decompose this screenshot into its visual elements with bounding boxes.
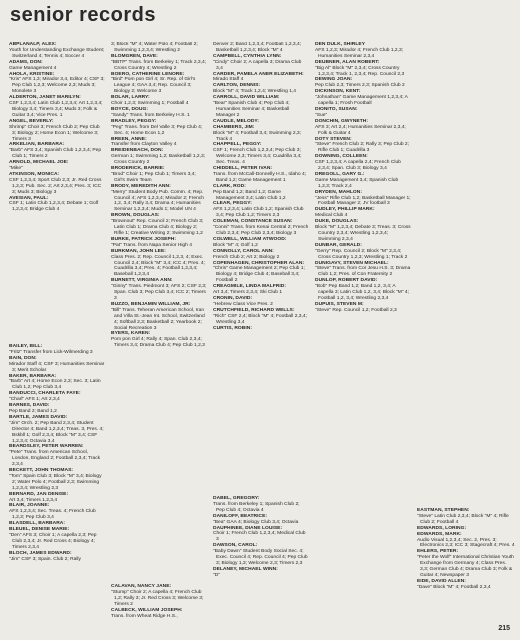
- activities-text: "Pete" Trans. from American School, London, England 2; Football 2,3,4; Track 2,3,4: [9, 450, 101, 468]
- activities-text: Trans. from McCall-Donnelly H.S., Idaho 4; Band 1,2; Game Management 1: [213, 171, 307, 183]
- student-name: ALDERTON, JANET MARILYN:: [9, 95, 81, 101]
- student-name: DOWNING, COLLEEN:: [315, 154, 368, 160]
- senior-record-entry: [315, 60, 411, 78]
- student-name: BLAIR, JOANNE:: [9, 503, 50, 509]
- senior-record-entry: [111, 278, 207, 302]
- senior-record-entry: [417, 549, 515, 579]
- activities-text: AFS 1,2,3; Mirador 4; French Club 1,2,3; Humanities Seminar 2,3,4: [315, 47, 404, 59]
- student-name: DONCHIN, GWYNETH:: [315, 118, 369, 124]
- student-name: DEN DULK, SHIRLEY: [315, 42, 366, 47]
- student-name: BRODERICK, BARRIE:: [111, 166, 165, 172]
- activities-text: Audio Visual 1,2,3,4; Sec. 2, Pres. 3; Electronics 2,3; ICC 3; Stagecraft 4; Pres. 4: [417, 537, 515, 549]
- activities-text: "Sue": [315, 112, 328, 118]
- activities-text: AFS 1,2,3,4; Latin Club 1,2; Spanish Club 3,4; Pep Club 1,2; Timers 2,3: [213, 207, 304, 219]
- student-name: DELANEY, MICHAEL WINN:: [213, 566, 278, 572]
- senior-record-entry: [111, 137, 207, 149]
- student-name: AHOLA, KRISTINE:: [9, 71, 55, 77]
- senior-record-entry: [111, 42, 207, 54]
- senior-record-entry: [315, 278, 411, 302]
- senior-record-entry: [315, 154, 411, 172]
- student-name: BOYCE, DOUG:: [111, 106, 149, 112]
- student-name: BLASDELL, BARBARA:: [9, 521, 66, 527]
- activities-text: Art 3,4; Timers 2,3,4; Ski Club 1: [213, 290, 283, 296]
- activities-text: "Jim" CSF 3; Spain. Club 2; Rally: [9, 556, 81, 562]
- senior-record-entry: [111, 249, 207, 279]
- senior-record-entry: [9, 468, 105, 492]
- activities-text: Art 3,4; Timers 1,2,3,4: [9, 497, 58, 503]
- student-name: DIONITO, SUSAN:: [315, 106, 358, 112]
- entry-block: [213, 496, 309, 579]
- activities-text: Choir 1; French Club 1,2,3,4; Medical Club 3: [213, 531, 306, 543]
- senior-record-entry: [9, 42, 105, 60]
- activities-text: German 1; Swimming 1,2; Basketball 1,2,3; Cross Country 2: [111, 154, 206, 166]
- student-name: BARTLE, JAMES DAVID:: [9, 414, 68, 420]
- student-name: DRYDEN, MAHLON:: [315, 189, 363, 195]
- senior-record-entry: [213, 201, 309, 219]
- senior-record-entry: [111, 584, 207, 608]
- senior-record-entry: [213, 496, 309, 514]
- senior-record-entry: [213, 326, 309, 332]
- activities-text: "Big Al" Block "M" 2,3,4; Cross Country 1,2,3,4; Track 1, 2,3,4; Rep. Council 2,3: [315, 65, 405, 77]
- student-name: EASTMAN, STEPHEN:: [417, 508, 470, 513]
- student-name: CLEAR, PEGGY:: [213, 201, 252, 207]
- activities-text: CSF 1,2,3,4; A capella 2,4; French Club 2,3,4; Span. Club 3; Biology 3,4: [315, 160, 401, 172]
- student-name: DUNIGAVY, STEVEN MICHAEL:: [315, 260, 389, 266]
- activities-text: "Bear" Spanish Club 4; Pep Club 4; Humanities Seminar 4; Basketball Manager 2: [213, 101, 290, 118]
- senior-record-entry: [213, 543, 309, 567]
- senior-record-entry: [111, 184, 207, 214]
- student-name: CAUDLE, MELODY:: [213, 118, 260, 124]
- activities-text: "Dave" Block "M" 4; Football 2,3,4: [417, 584, 491, 590]
- student-name: DAWSON, CAROL:: [213, 543, 258, 549]
- student-name: EHLERS, PETER:: [417, 549, 459, 555]
- column-4: [315, 42, 411, 620]
- senior-record-entry: [315, 219, 411, 243]
- activities-text: "Stump" Choir 2; A capella 4; French Club 1,2; Rally 3; Jr. Red Cross 3; Welcome 3; Timers 2: [111, 589, 204, 607]
- student-name: CALAVAN, NANCY JANE:: [111, 584, 172, 589]
- activities-text: "Merry" Student Body Pub. Comm. 4; Rep. Council 4; AFS 1,2,3,4; Mirador 2; French 1,2, 3,4; Rally 3,4; Drama 4; Humanities Seminar 1,2,3,4; Muds 1; Model UN 4: [111, 189, 204, 213]
- student-name: EDWARDS, MARK:: [417, 531, 462, 537]
- senior-record-entry: [9, 527, 105, 551]
- student-name: CURTIS, ROBIN:: [213, 325, 253, 331]
- senior-record-entry: [213, 261, 309, 285]
- activities-text: Denver 2; Band 1,2,3,4; Football 1,2,3,4; Basketball 1,2,3,4; Block "M" 4: [213, 42, 302, 53]
- activities-text: CSF 1; French Club 1,2,3,4; Pep Club 3; Welcome 2,3; Timers 3,4; Cuadrilla 3,4; Sec. Treas. 4: [213, 148, 302, 166]
- activities-text: Pep Band 2; Band 1,2: [9, 408, 57, 414]
- student-name: BREEN, ANNE:: [111, 136, 147, 142]
- student-name: DREGOLL, GARY G.:: [315, 171, 365, 177]
- activities-text: Pom pon Girl 4; Rally 4; Span. Club 2,3,4; Timers 3,4; Drama Club 4; Pep Club 1,2,3: [111, 337, 205, 349]
- student-name: EIDE, DAVID ALLEN:: [417, 578, 466, 584]
- activities-text: Choir 1,2,3; Swimming 1; Football 4: [111, 101, 189, 107]
- senior-record-entry: [9, 72, 105, 96]
- senior-record-entry: [213, 83, 309, 95]
- student-name: DUPUIS, STEVEN M:: [315, 301, 364, 307]
- activities-text: 3; Block "M" 4; Water Polo 4; Football 2; Swimming 1,2,3,4; Wrestling 2: [111, 42, 198, 53]
- senior-record-entry: [315, 302, 411, 314]
- student-name: CHAPPELL, PEGGY:: [213, 142, 262, 148]
- activities-text: "BBTP" Trans. from Berkeley 1; Track 2,3,4; Cross Country 4; Wrestling 2: [111, 59, 207, 71]
- activities-text: CSF 1; Latin Club 1,2,3,4; Debate 1; Golf 1,2,3,4; Bridge Club 4: [9, 201, 99, 213]
- activities-text: "Conni" Trans. from Kenai Central 2; French Club 2,3,4; Pep Club 2,3,4; Biology 3: [213, 225, 309, 236]
- student-name: ADAMS, DON:: [9, 59, 43, 65]
- senior-record-entry: [9, 142, 105, 160]
- column-2: [111, 42, 207, 620]
- student-name: CONNOLLY, CAROL ANN:: [213, 248, 274, 254]
- column-3: [213, 42, 309, 620]
- senior-record-entry: [213, 237, 309, 249]
- page-number: 215: [498, 625, 510, 632]
- student-name: DABEL, GREGORY:: [213, 496, 260, 501]
- activities-text: "Chris" Game Management 2; Pep Club 1; Biology 4; Bridge Club 4; Baseball 3,4; Football 2: [213, 266, 305, 284]
- senior-record-entry: [213, 184, 309, 202]
- activities-text: Mirado Staff 4: [213, 77, 244, 83]
- activities-text: "Cindy" Choir 2; A capella 3; Drama Club 3,4: [213, 59, 302, 71]
- student-name: BERNARD, JAN DENISE:: [9, 491, 69, 497]
- activities-text: Block "M" 1,2,3,4; Debate 3; Treas. 3; Cross Country 2,3,4; Wrestling 1,2,3,4; Swimming 2,3,4: [315, 225, 411, 242]
- student-name: BURNETT, VIRGINIA ANN:: [111, 278, 173, 284]
- activities-text: "Mike": [9, 166, 23, 172]
- entry-block: [111, 42, 207, 349]
- senior-record-entry: [315, 190, 411, 208]
- activities-text: AFS 3; Art 2,4; Humanities Seminar 2,3,4; Folk & Guitar 4: [315, 124, 406, 136]
- student-name: COPENHAGEN, CHRISTOPHER ALAN:: [213, 260, 305, 266]
- student-name: BARNES, DAVID:: [9, 403, 50, 409]
- student-name: DUDLEY, PHILLIP MARK:: [315, 207, 375, 213]
- activities-text: "Rich" CSF 2,4; Block "M" 4; Football 2,3,4; Wrestling 3,4: [213, 313, 307, 325]
- senior-record-entry: [9, 551, 105, 563]
- senior-record-entry: [111, 95, 207, 107]
- senior-record-entry: [9, 160, 105, 172]
- senior-record-entry: [9, 344, 105, 356]
- student-name: CHAMBERS, JIM:: [213, 124, 255, 130]
- records-columns: [9, 42, 515, 620]
- activities-text: "Steve" Rep. Council 1,2; Football 2,3: [315, 307, 397, 313]
- senior-record-entry: [111, 166, 207, 184]
- student-name: DOTY STEVEN:: [315, 136, 352, 142]
- activities-text: CSF 1,2,3,4; Sport Club 2,3; Jr. Red Cross 1,2,3; Pub. Sec. 2; Art 2,3,4; Pres. 3; ICC 3; Muds 3; Biology 3: [9, 177, 102, 195]
- entry-block: [111, 584, 207, 619]
- senior-record-entry: [111, 608, 207, 620]
- column-5: [417, 42, 515, 620]
- activities-text: Block "M" 4; Football 3,4; Swimming 2,3; Track 4: [213, 130, 302, 142]
- student-name: BECKETT, JOHN THOMAS:: [9, 468, 74, 474]
- activities-text: "Gerry" Rep. Council 2; Block "M" 2,3,4; Cross Country 1,2,3; Wrestling 1; Track 2: [315, 248, 408, 260]
- activities-text: Class Pres. 2; Rep. Council 1,2,3, 4; Exec. Council 2,4; Block "M" 3,4; ICC 4; Pres. 4; Cuadrilla 3,4; Pres. 4; Football 1,2,3,4; Baseball 1,2,3,4: [111, 254, 205, 278]
- senior-record-entry: [213, 284, 309, 296]
- activities-text: "Jess" Rifle Club 1,2; Basketball Manager 1; Football Manager 2; JV football 3: [315, 195, 411, 207]
- student-name: BREIDENBACH, DON:: [111, 148, 164, 154]
- student-name: BOLAR, LARRY:: [111, 95, 150, 101]
- student-name: CREAGMILE, LINDA MALFRID:: [213, 284, 287, 290]
- senior-record-entry: [315, 137, 411, 155]
- student-name: BURKMAN, JOHN LEE:: [111, 248, 166, 254]
- activities-text: "Brownout" Rep. Council 2; French Club 3; Latin Club 1; Drama Club 4; Biology 2; Rifle 1; Creative Writing 2; Swimming 1,2: [111, 219, 204, 236]
- activities-text: "Steve" Trans. from Cor Jesu H.S. 3; Drama Club 1,2; Pres. of Con Fraternity 2: [315, 266, 411, 278]
- senior-record-entry: [213, 526, 309, 544]
- senior-record-entry: [9, 492, 105, 504]
- student-name: BLEUEL, DENISE MARIE:: [9, 527, 70, 533]
- senior-record-entry: [9, 503, 105, 521]
- student-name: DAUPHINEE, DIANE LOUISE:: [213, 525, 283, 531]
- student-name: ARNOLD, MICHAEL JOE:: [9, 160, 69, 166]
- senior-record-entry: [9, 356, 105, 374]
- student-name: DANILOFF, BEATRICE:: [213, 513, 268, 519]
- activities-text: Block "M" 4; Track 1,2,4; Wrestling 1,4: [213, 89, 297, 95]
- student-name: ATKINSON, MONICA:: [9, 171, 60, 177]
- senior-record-entry: [111, 331, 207, 349]
- activities-text: "Bird" Pom pon Girl 4; Sr. Rep. of Girl's League 4; GAA 3,4; Rep. Council 3; Biology 2; Welcome 3: [111, 77, 196, 95]
- activities-text: Pep Club 2,3; Timers 2,3; Spanish Club 2: [315, 83, 405, 89]
- activities-text: Game Management 3,4; Spanish Club 1,2,3; Track 2,4: [315, 177, 399, 189]
- activities-text: "Sandy" Trans. from Berkeley H.S. 1: [111, 112, 190, 118]
- activities-text: AFS 1,2,3,4; Sec. Treas. 4; French Club 1,2,3; Pep Club 3,4: [9, 509, 96, 521]
- student-name: BUZZO, BENJAMIN WILLIAM, JR:: [111, 301, 191, 307]
- activities-text: French Club 2; Art 2; Biology 2: [213, 254, 280, 260]
- activities-text: CSF 1,2,3,4; Latin Club 1,2,3,4; Art 1,2,3,4; Biology 3,4; Timers 3,4; Muds 3; Folk & Guitar 3,4; Vice Pres. 1: [9, 101, 103, 118]
- senior-record-entry: [315, 89, 411, 107]
- activities-text: "Charl" AFS 1; Art 2,3,4: [9, 397, 60, 403]
- senior-record-entry: [213, 72, 309, 84]
- activities-text: "Kris" AFS 1,3; Mirador 3,4, Editor 4; CSF 3; Pep Club 1,2,3; Welcome 2,3; Muds 3; Monolete 3: [9, 77, 105, 95]
- student-name: ANGEL, BEVERLY:: [9, 118, 54, 124]
- student-name: DUNLOP, ROBERT DAVID:: [315, 278, 378, 284]
- activities-text: "Fritz" Transfer from Lick-Wilmerding 3: [9, 349, 93, 355]
- activities-text: Mirador Staff 4; CSF 3; Humanities Seminar 3; Merit Scholar: [9, 361, 105, 373]
- student-name: CHIDDELL, PETER IVAN:: [213, 166, 273, 172]
- activities-text: "Pat" Trans. from Napa Senior High 4: [111, 242, 192, 248]
- senior-record-entry: [9, 119, 105, 143]
- student-name: BEARDSLEY, PETER WARREN:: [9, 444, 84, 450]
- senior-record-entry: [213, 249, 309, 261]
- senior-record-entry: [315, 107, 411, 119]
- activities-text: "Bea" GAA 4; Biology Club 3,4; Octavia: [213, 519, 299, 525]
- activities-text: "Peter the Wolf" International Christian Youth Exchange from Germany 4; Class Pres. 3,3; German Club 4; Drama Club 3; Folk & Guitar 4; Newspaper 3: [417, 555, 514, 578]
- student-name: COLWELL, WILLIAM ATWOOD:: [213, 236, 287, 242]
- senior-record-entry: [9, 403, 105, 415]
- senior-record-entry: [213, 308, 309, 326]
- senior-record-entry: [213, 296, 309, 308]
- senior-record-entry: [9, 60, 105, 72]
- student-name: BLOMGREN, DAVE:: [111, 53, 158, 59]
- senior-record-entry: [111, 107, 207, 119]
- senior-record-entry: [111, 302, 207, 332]
- student-name: CARLTON, DENNIS:: [213, 83, 261, 89]
- student-name: BROWN, DOUGLAS:: [111, 213, 160, 219]
- student-name: AVESIAN, PAUL:: [9, 195, 49, 201]
- activities-text: "Bob" Pep Band 1,2; Band 1,2, 3,4; A capella 3; Latin Club 1,2, 3,4; Block "M" 4; Football 1,2, 3,4; Wrestling 2,3,4: [315, 284, 410, 301]
- student-name: BANDUCCI, CHARLETA FAYE:: [9, 391, 81, 397]
- page-title: senior records: [10, 4, 156, 26]
- activities-text: Block "M" 4; Golf 1,2: [213, 242, 258, 248]
- senior-record-entry: [9, 95, 105, 119]
- student-name: CARDER, PAMELA ANER ELIZABETH:: [213, 71, 304, 77]
- student-name: CRONIN, DAVID:: [213, 295, 253, 301]
- entry-block: [315, 42, 411, 314]
- student-name: DEUBNER, ALAN ROBERT:: [315, 59, 380, 65]
- senior-record-entry: [213, 54, 309, 72]
- senior-record-entry: [111, 237, 207, 249]
- student-name: DUNBAR, GERALD:: [315, 242, 362, 248]
- student-name: BOERO, CATHERINE LENORE:: [111, 71, 185, 77]
- student-name: BRODY, MEREDITH ANN:: [111, 183, 171, 189]
- activities-text: "Johnathan" Game Management 1,2,3,4; A capella 1; Frosh Football: [315, 95, 408, 107]
- activities-text: "Brod" Choir 1; Pep Club 1; Timers 3,4; Girl's Swim Team: [111, 171, 196, 183]
- senior-record-entry: [111, 72, 207, 96]
- senior-record-entry: [213, 567, 309, 579]
- activities-text: Game Management 4: [9, 65, 57, 71]
- senior-record-entry: [213, 219, 309, 237]
- entry-block: [9, 344, 105, 563]
- activities-text: "Barb" Art 4; Home Econ 2,3; Sec. 3; Latin Club 1,2; Pep Club 3,4: [9, 379, 101, 391]
- activities-text: "Steve" French Club 2; Rally 3; Pep Club 2; Rifle Club 1; Cuadrilla 3: [315, 142, 409, 154]
- activities-text: "Peg" Trans. from Del Valle 3; Pep Club 4; Sec. 4; Home Econ 1,2: [111, 124, 203, 136]
- activities-text: "Bill" Trans. Teheran American School, Iran and Villa St.-Jean Int. School, Switzerland 4; Softball 2,3; Basketball 2; Yearbook 2; Social Recreation 3: [111, 307, 205, 331]
- student-name: BAKER, BARBARA:: [9, 373, 57, 379]
- senior-record-entry: [9, 415, 105, 445]
- activities-text: Pep Band 1,2; Band 1,2; Game Management 3,4; Latin Club 1,2: [213, 189, 286, 201]
- senior-record-entry: [315, 119, 411, 137]
- activities-text: Trans. from Berkeley 1; Spanish Club 2; Pep Club 4; Octavia 4: [213, 501, 300, 513]
- student-name: BAIN, DON:: [9, 355, 37, 361]
- senior-record-entry: [315, 172, 411, 190]
- senior-record-entry: [9, 196, 105, 214]
- senior-record-entry: [315, 207, 411, 219]
- student-name: BURKE, PATRICK JOSEPH:: [111, 236, 177, 242]
- senior-record-entry: [417, 579, 515, 591]
- entry-block: [9, 42, 105, 213]
- activities-text: "Tom" Spain Club 3; Block "M" 3,4; Biology 2; Water Polo 4; Football 2,3; Swimming 1,2,3,4; Wrestling 2,3: [9, 473, 102, 491]
- activities-text: "Den" AFS 3; Choir 1; A capella 2,3; Pep Club 2,3,4; Jr. Red Cross 4; Biology 4; Timers 2,3,4: [9, 533, 97, 550]
- senior-record-entry: [213, 42, 309, 54]
- senior-record-entry: [111, 119, 207, 137]
- senior-record-entry: [417, 508, 515, 526]
- student-name: ABPLANALP, ALEX:: [9, 42, 57, 47]
- student-name: CALBECK, WILLIAM JOSEPH:: [111, 607, 183, 613]
- entry-block: [417, 508, 515, 591]
- senior-record-entry: [315, 42, 411, 60]
- senior-record-entry: [111, 54, 207, 72]
- activities-text: "D": [213, 572, 221, 578]
- student-name: DEWING JOAN:: [315, 77, 353, 83]
- student-name: BLOCH, JAMES EDWARD:: [9, 550, 72, 556]
- senior-record-entry: [315, 77, 411, 89]
- senior-record-entry: [9, 172, 105, 196]
- activities-text: "Ginny" Trans. Piedmont 3; AFS 2; CSF 2,3; Span. Club 3; Pep Club 3,4; ICC 2; Timers 3: [111, 284, 207, 301]
- student-name: BRADLEY, PEGGY:: [111, 118, 157, 124]
- activities-text: Medical Club 4: [315, 213, 348, 219]
- student-name: CAMPBELL, CYNTHIA LYNN:: [213, 53, 282, 59]
- student-name: CLARK, ROD:: [213, 183, 246, 189]
- student-name: DUKE, DOUGLAS:: [315, 219, 359, 225]
- student-name: ARKELIAN, BARBARA:: [9, 142, 65, 148]
- entry-block: [213, 42, 309, 331]
- student-name: CARROLL, DAVID WILLIAM:: [213, 95, 280, 101]
- senior-record-entry: [9, 374, 105, 392]
- activities-text: "Baby Dawn" Student Body Social Sec. 4; Exec. Council 4; Rep. Council 4; Pep Club 3; Biology 1,3; Welcome 2,3; Timers 2,3: [213, 549, 308, 566]
- student-name: BYERS, KAREN:: [111, 331, 151, 337]
- activities-text: "Steve" Latin Club 2,3,4; Block "M" 4; Rifle Club 2; Football 4: [417, 513, 509, 525]
- senior-record-entry: [213, 142, 309, 166]
- senior-record-entry: [315, 243, 411, 261]
- activities-text: "Hebrew Class Vice Pres. 2: [213, 301, 273, 307]
- senior-record-entry: [417, 532, 515, 550]
- senior-record-entry: [315, 261, 411, 279]
- student-name: BAILEY, BILL:: [9, 344, 43, 349]
- activities-text: "Barb" AFS 3,4; Spanish Club 1,2,3,4; Pep Club 1; Timers 2: [9, 148, 102, 160]
- student-name: DICKINSON, KENT:: [315, 89, 361, 95]
- student-name: COLEMAN, CONSTANCE SUSAN:: [213, 219, 293, 225]
- activities-text: Shrimp" Choir 3; French Club 2; Pep Club 3; Biology 2; Home Econ 1; Welcome 3; Timers 3: [9, 124, 100, 142]
- activities-text: Youth for Understanding Exchange Student; Switzerland 4; Tennis 4; Soccer 4: [9, 47, 105, 59]
- senior-record-entry: [213, 514, 309, 526]
- senior-record-entry: [213, 125, 309, 143]
- student-name: CRUTCHFIELD, RICHARD WELLS:: [213, 307, 295, 313]
- column-1: [9, 42, 105, 620]
- activities-text: "Jim" Orch. 2; Pep Band 2,3,4; Student Director 4; Band 1,2,3,4; Treas. 3, Pres. 4; Bskbll 1; Golf 2,3,4; Block "M" 3,4; CSF 1,2,3,4; Octavia 3,4: [9, 420, 104, 444]
- senior-record-entry: [213, 95, 309, 119]
- senior-record-entry: [111, 213, 207, 237]
- senior-record-entry: [213, 166, 309, 184]
- activities-text: Trans. from Wheat Ridge H.S.,: [111, 613, 178, 619]
- student-name: EDWARDS, LORING:: [417, 525, 467, 531]
- senior-record-entry: [9, 444, 105, 468]
- senior-record-entry: [9, 391, 105, 403]
- senior-record-entry: [111, 148, 207, 166]
- activities-text: Transfer from Clayton Valley 4: [111, 142, 177, 148]
